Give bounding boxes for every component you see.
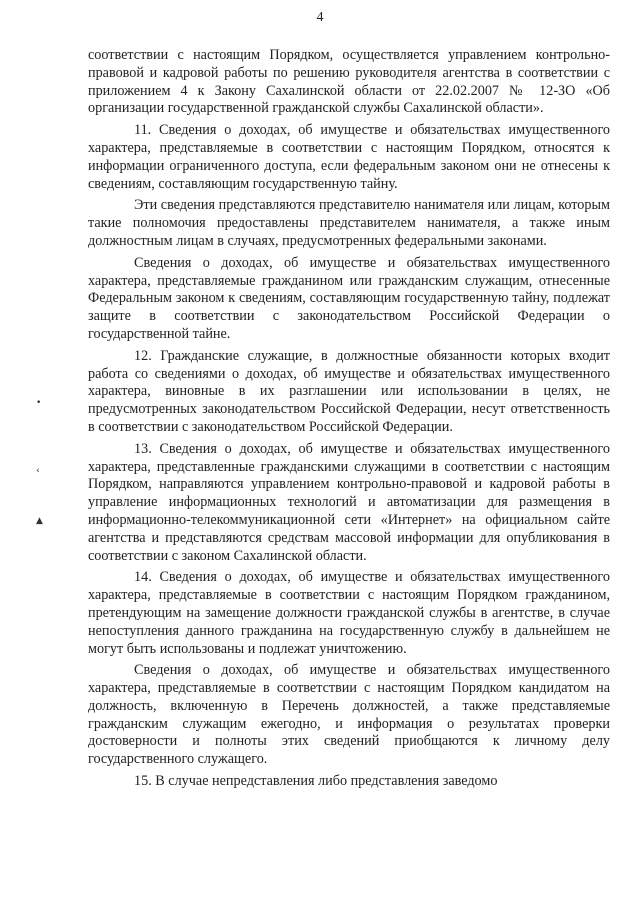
margin-mark: ‹ (36, 466, 40, 476)
paragraph-11-state-secret: Сведения о доходах, об имуществе и обязательствах имущественного характера, представляемые гражданином или гражданским служащим, отнесенные Федеральным законом к сведениям, составляющим государственную тайну, подлежат защите в соответствии с законодательством Российской Федерации о государственной тайне. (88, 254, 610, 342)
paragraph-continuation: соответствии с настоящим Порядком, осуществляется управлением контрольно-правовой и кадровой работы по решению руководителя агентства в соответствии с приложением 4 к Закону Сахалинской области от 22.02.2007 № 12-ЗО «Об организации государственной гражданской службы Сахалинской области». (88, 47, 610, 117)
paragraph-11: 11. Сведения о доходах, об имуществе и обязательствах имущественного характера, представляемые в соответствии с настоящим Порядком, относятся к информации ограниченного доступа, если федеральным законом они не отнесены к сведениям, составляющим государственную тайну. (88, 122, 610, 192)
paragraph-12: 12. Гражданские служащие, в должностные обязанности которых входит работа со сведениями о доходах, об имуществе и обязательствах имущественного характера, виновные в их разглашении или использовании в целях, не предусмотренных законодательством Российской Федерации, несут ответственность в соответствии с законодательством Российской Федерации. (88, 347, 610, 435)
paragraph-14-personal-file: Сведения о доходах, об имуществе и обязательствах имущественного характера, представляемые в соответствии с настоящим Порядком кандидатом на должность, включенную в Перечень должностей, а также представляемые гражданским служащим ежегодно, и информация о результатах проверки достоверности и полноты этих сведений приобщаются к личному делу государственного служащего. (88, 662, 610, 768)
page-number: 4 (316, 10, 324, 25)
margin-mark: • (36, 398, 42, 408)
paragraph-14: 14. Сведения о доходах, об имуществе и обязательствах имущественного характера, представляемые в соответствии с настоящим Порядком гражданином, претендующим на замещение должности гражданской службы в агентстве, в случае непоступления данного гражданина на государственную службу в дальнейшем не могут быть использованы и подлежат уничтожению. (88, 569, 610, 657)
margin-mark: ▲ (36, 516, 43, 526)
paragraph-13: 13. Сведения о доходах, об имуществе и обязательствах имущественного характера, представленные гражданскими служащими в соответствии с настоящим Порядком, направляются управлением контрольно-правовой и кадровой работы в управление информационных технологий и автоматизации для размещения в информационно-телекоммуникационной сети «Интернет» на официальном сайте агентства и представляются средствам массовой информации для опубликования в соответствии с законом Сахалинской области. (88, 440, 610, 564)
document-body (88, 47, 610, 791)
paragraph-11-recipients: Эти сведения представляются представителю нанимателя или лицам, которым такие полномочия предоставлены представителем нанимателя, а также иным должностным лицам в случаях, предусмотренных федеральными законами. (88, 197, 610, 249)
paragraph-15: 15. В случае непредставления либо представления заведомо (134, 773, 498, 790)
